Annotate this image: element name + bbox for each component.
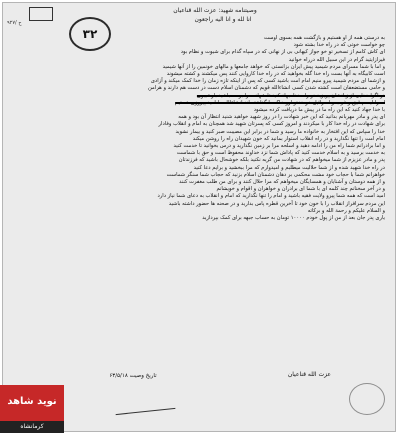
body-line: ای کاش کامم از تسخیر تو خو جواز کیهانی بی از نهانی که در سپاه گدام برای شیوت و نظام بود (180, 49, 385, 56)
body-line: و حامی مستضعفان است کشته شدن کسی انشاءالله قویم که دشمنان اسلام دست در دست هم دارند و هرامن (148, 85, 385, 92)
body-line: یاری پدر جان بعد از من از پول خودم ۱۰۰۰۰ تومان به حساب جبهه برای کمک بپردازید (202, 215, 385, 222)
seal-stamp-icon (349, 383, 385, 415)
emblem-label: ۹۲۷/ ح (7, 20, 22, 26)
body-line: برای شهادت در راه خدا کار با میکردند و امروز کسی که پسرتان شهید شد همچنان به امام و انقلاب وفادار (158, 121, 385, 128)
signature-block (261, 371, 331, 378)
body-line: و السلام علیکم و رحمة الله و برکاته (307, 207, 385, 214)
body-line: و اما برادرانم شما راه من را ادامه دهید و اسلحه مرا بر زمین نگذارید و درس بخوانید تا خدمت کنید (173, 143, 385, 150)
body-line: خدا را سپاس که این افتخار به خانواده ما رسید و شما در برابر این مصیبت صبر کنید و بیمار نشوید (175, 128, 385, 135)
body-line: دو اگرا خدایی از زبانشان پریزید دو راه خدا جهاد کنید تا شهادت را بوسه باشید باوشیبوی (196, 92, 385, 99)
logo-subtitle: کرمانشاه (0, 421, 64, 433)
body-line: با خدا جهاد کنید که این راه ما در پیش ما دریافت کرده میشود (253, 107, 385, 114)
intro-verse: انا لله و انا الیه راجعون (194, 16, 252, 23)
body-line: امام امت را تنها نگذارید و در راه انقلاب استوار بمانید که خون شهیدان راه را روشن میکند (192, 135, 385, 142)
body-line: این مردم سرافراز انقلاب را با خون خود تا آخرین قطره پاس بدارید و در صحنه ها حضور داشته باشید (168, 200, 385, 207)
logo-text: نوید شاهد (7, 396, 57, 407)
body-line: به خدمت برسید و به اسلام خدمت کنید که پاداش شما نزد خداوند محفوظ است و حق با شماست (176, 150, 385, 157)
body-line: در راه خدا شهید شده و از شما حلالیت میطلبم و امیدوارم که مرا ببخشید و برایم دعا کنید (193, 164, 385, 171)
body-line: و اما با شما مسرای مردم شیمید پیش ایران بزانستی که خواهد جامعها و مالهای خونمین را از آنها شیمید (162, 63, 385, 70)
body-line: است کابیگاه به آنها بست راه خدا گله بخواهید که در راه خدا کاروایی کنند پس میکشند و کشته میشوند (166, 71, 385, 78)
body-line: ای پدر و مادر مهربانم بدانید که این خبر شهادت را در روز شهید خواهید شنید انتظار آن بود و همه (178, 114, 385, 121)
body-line: چو خواست خوتی که در راه خدا بشته شود (293, 42, 385, 49)
signature-scribble (115, 398, 176, 415)
body-line: امید است که همه شما پیرو ولایت فقیه باشید و امام را تنها نگذارید که امام و انقلاب به دعای شما نیاز دارد (157, 193, 385, 200)
emblem-icon (29, 7, 53, 21)
page-number: ۳۲ (69, 17, 111, 51)
date-value: ۶۳/۵/۱۸ (109, 373, 128, 379)
body-line: فیرازایتید گرام در این سبیل الله درراه خوانید (288, 56, 385, 63)
body-line: خواهرانم شما با حجاب خود مشت محکمی بر دهان دشمنان اسلام بزنید که حجاب شما سنگر شماست (166, 171, 385, 178)
date-block (73, 373, 193, 379)
intro-heading: وصیتنامه شهید: عزت الله قناعیان (173, 7, 257, 14)
body-line: و ازشما ای مردم شیمید پیرو منیم امام امت باشید کسی که پس از اینکه تازه زمان را خدا کمک میکند و آزادی (150, 78, 385, 85)
body-line: و در آخر سخنانم چند کلمه ای با شما ای برادران و خواهران و اقوام و خویشانم (216, 186, 385, 193)
body-line: به درستی همه از او هستیم و بازگشت همه بسوی اوست (263, 35, 385, 41)
body-line: اصرا لیسم قیق و غرب و اسرائیل خو خفتو ارو خاک ما گذاشته اند انشاءالله ما امید پیروزی هستیم (175, 99, 385, 106)
date-label: تاریخ وصیت (129, 373, 157, 379)
signature-name: عزت الله قناعیان (287, 371, 331, 378)
body-line: پدر و مادر عزیزم از شما میخواهم که در شهادت من گریه نکنید بلکه خوشحال باشید که فرزندتان (178, 157, 385, 164)
document-page (2, 2, 396, 432)
will-body-text (13, 35, 385, 222)
body-line: و از همه دوستان و آشنایان و همسایگان میخواهم که مرا حلال کنند و برای من طلب مغفرت کنند (179, 179, 385, 186)
